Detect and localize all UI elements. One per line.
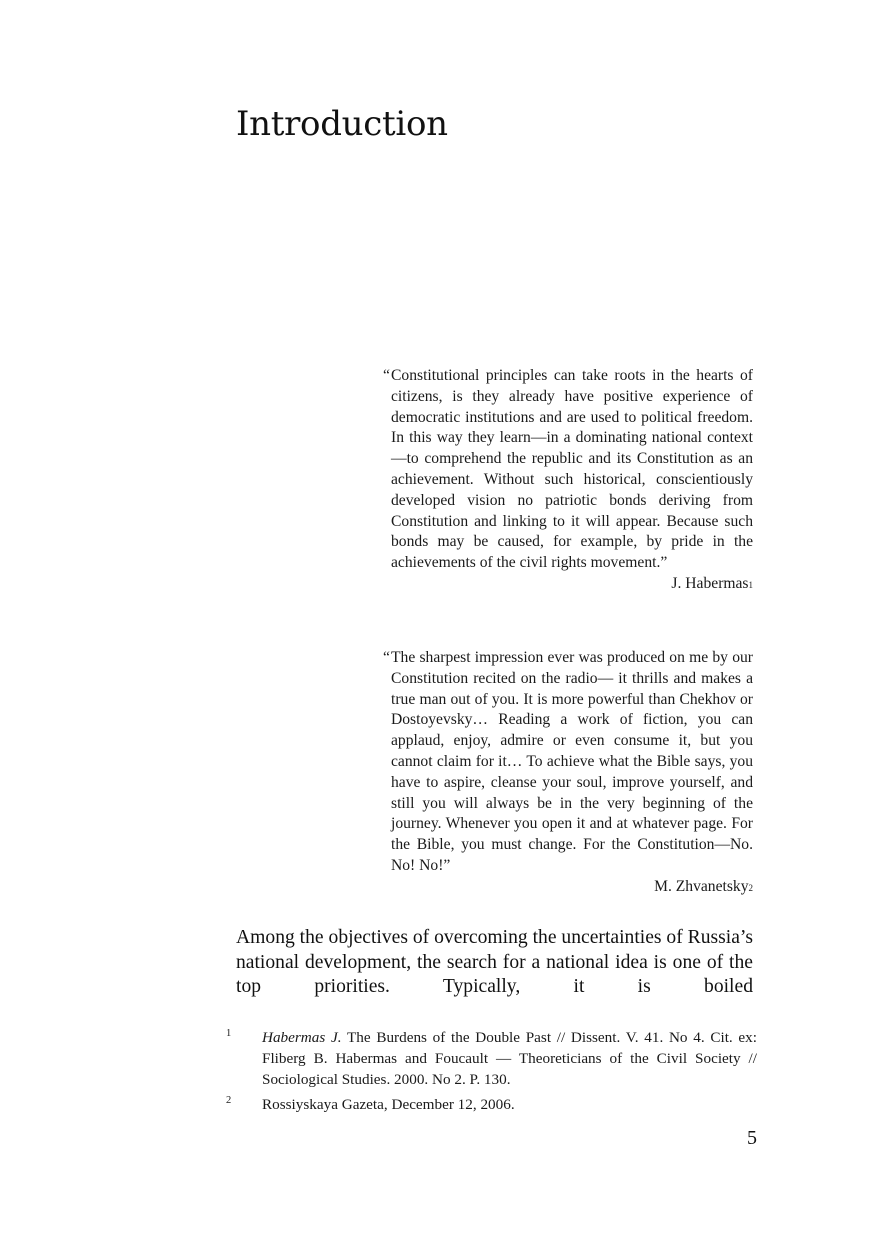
epigraph-quote-text: Constitutional principles can take roots in the hearts of citizens, is they already have positive experience of democratic institutions and are used to political freedom. In this way they learn—in a dominating national context—to comprehend the republic and its Constitution as an achievement. Without such historical, conscientiously developed vision no patriotic bonds deriving from Constitution and linking to it will appear. Because such bonds may be caused, for example, by pride in the achievements of the civil rights movement.” (391, 367, 753, 572)
epigraph-author (391, 877, 753, 898)
epigraph-author (391, 574, 753, 595)
footnote-number: 1 (226, 1028, 232, 1039)
epigraph-quote-text: The sharpest impression ever was produced on me by our Constitution recited on the radio— it thrills and makes a true man out of you. It is more powerful than Chekhov or Dostoyevsky… Reading a work of fiction, you can applaud, enjoy, admire or even consume it, but you cannot claim for it… To achieve what the Bible says, you have to aspire, cleanse your soul, improve yourself, and still you will always be in the very beginning of the journey. Whenever you open it and at whatever page. For the Bible, you must change. For the Constitution—No. No! No!” (391, 649, 753, 874)
page-title: Introduction (236, 104, 448, 144)
footnote-text (262, 1027, 757, 1090)
footnote-ref: 1 (748, 579, 753, 590)
body-paragraph: Among the objectives of overcoming the uncertainties of Russia’s national development, the search for a national idea is one of the top priorities. Typically, it is boiled (236, 927, 753, 997)
footnote-number: 2 (226, 1095, 232, 1106)
epigraph-author-name: J. Habermas (671, 574, 749, 592)
footnotes (226, 1027, 757, 1119)
epigraph-author-name: M. Zhvanetsky (654, 877, 749, 895)
open-quote-mark: “ (383, 649, 390, 666)
footnote (226, 1027, 757, 1090)
footnote-citation: The Burdens of the Double Past // Dissent. V. 41. No 4. Cit. ex: Fliberg B. Habermas and Foucault — Theoreticians of the Civil Society // Sociological Studies. 2000. No 2. P. 130. (262, 1029, 757, 1088)
epigraph-zhvanetsky (383, 648, 753, 898)
footnote-ref: 2 (748, 882, 753, 893)
footnote-author: Habermas J. (262, 1029, 342, 1046)
footnote-text (262, 1094, 757, 1115)
page-number: 5 (747, 1127, 757, 1149)
footnote (226, 1094, 757, 1115)
epigraph-quote (383, 366, 753, 574)
epigraph-habermas (383, 366, 753, 595)
open-quote-mark: “ (383, 367, 390, 384)
footnote-citation: Rossiyskaya Gazeta, December 12, 2006. (262, 1096, 515, 1113)
epigraph-quote (383, 648, 753, 877)
